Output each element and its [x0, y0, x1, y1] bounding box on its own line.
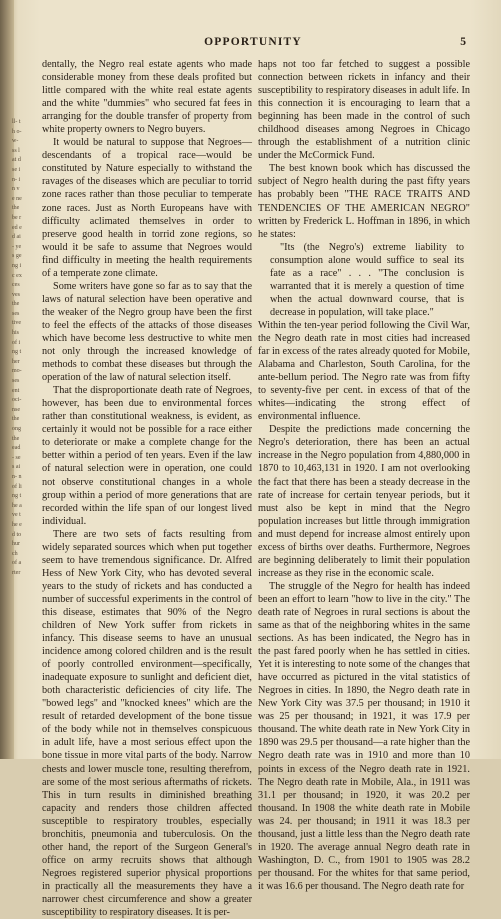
- paragraph: There are two sets of facts resulting from widely separated sources which when put together seem to have tremendous significance. Dr. Alfred Hess of New York City, who has devoted several years to the study of rickets and has conducted a number of successful experiments in the control of this disease, estimates that 90% of the Negro children of New York suffer from rickets in infancy. This disease seems to have an unusual incidence among colored children and is the result of poorly controlled environment—specifically, inadequate exposure to sunlight and deficient diet, both characteristic deficiencies of city life. The "bowed legs" and "knocked knees" which are the result of retarded development of the bone tissue of the body while not in themselves conspicuous in adult life, have a most serious effect upon the bone tissue in more vital parts of the body. Narrow chests and lower muscle tone, resulting therefrom, are some of the most serious aftermaths of rickets. This in turn results in diminished breathing capacity and renders those children affected susceptible to respiratory troubles, especially bronchitis, pneumonia and tuberculosis. On the other hand, the report of the Surgeon General's office on army recruits shows that although Negroes registered superior physical proportions in practically all the measurements they have a narrower chest circumference and show a greater susceptibility to respiratory diseases. It is per-: [42, 528, 252, 919]
- right-column: [258, 58, 470, 892]
- paragraph: haps not too far fetched to suggest a possible connection between rickets in infancy and their susceptibility to respiratory diseases in adult life. In this connection it is encouraging to learn that a beginning has been made in the control of such childhood diseases among Negroes in Chicago through the establishment of a nutrition clinic under the McCormick Fund.: [258, 59, 470, 162]
- facing-page-margin: ll- th o- w- ss lat d se in- in ve ne the be red ed ai- yes ge ng ic ex ces ves the ses tive his of ing ther mo- ses ent oci- nse the ong the ead- ses ain- n of ling the ave the ed to hurch of arter: [12, 119, 22, 576]
- block-quote: "Its (the Negro's) extreme liability to consumption alone would suffice to seal its fate as a race" . . . "The conclusion is warranted that it is merely a question of time when the actual downward course, that is decrease in population, will take place.": [270, 241, 464, 318]
- paragraph: That the disproportionate death rate of Negroes, however, has been due to environmental forces rather than constitutional weakness, is evident, as certainly it would not be possible for a race either to deteriorate or make a complete change for the better within a period of ten years. Even if the law of natural selection were in operation, one could not observe constitutional changes in a whole group within a period of more generations that are recorded within the life span of our longest lived individual.: [42, 385, 252, 527]
- paragraph: The best known book which has discussed the subject of Negro health during the past fifty years has probably been "THE RACE TRAITS AND TENDENCIES OF THE AMERICAN NEGRO" written by Frederick L. Hoffman in 1896, in which he states:: [258, 163, 470, 240]
- paragraph: dentally, the Negro real estate agents who made considerable money from these deals profited but little compared with the white real estate agents and the white "dummies" who secured fat fees in arranging for the double transfer of property from white property owners to Negro buyers.: [42, 59, 252, 136]
- paragraph: Despite the predictions made concerning the Negro's deterioration, there has been an actual increase in the Negro population from 4,880,000 in 1870 to 10,463,131 in 1920. I am not overlooking the fact that there has been a steady decrease in the rate of increase for certain tenyear periods, but it must also be kept in mind that the Negro population increases but little through immigration and must depend for increase almost entirely upon excess of births over deaths. Furthermore, Negroes are beginning deliberately to limit their population increase as they rise in the economic scale.: [258, 424, 470, 579]
- page-number: 5: [460, 36, 466, 48]
- left-column: [42, 58, 252, 919]
- running-title: OPPORTUNITY: [204, 36, 302, 48]
- paragraph: Some writers have gone so far as to say that the laws of natural selection have been operative and the weaker of the Negro group have been the first to feel the effects of the attacks of those diseases which have become less destructive to white men not only through the increased knowledge of methods to combat these diseases but through the operation of the law of natural selection itself.: [42, 280, 252, 384]
- page-header: [40, 36, 466, 52]
- paragraph: It would be natural to suppose that Negroes—descendants of a tropical race—would be constituted by Nature especially to withstand the ravages of the diseases which are peculiar to torrid zone races rather than those peculiar to temperate zone races. Just as North Europeans have with difficulty aclimated themselves in order to preserve good health in torrid zone regions, so would it be safe to assume that Negroes would find difficulty in meeting the health requirements of a temperate zone climate.: [42, 137, 252, 279]
- paragraph: Within the ten-year period following the Civil War, the Negro death rate in most cities had increased far in excess of the rates already quoted for Mobile, Alabama and Charleston, South Carolina, for the ante-bellum period. The Negro rate was from fifty to seventy-five per cent. in excess of that of the whites—indicating the strong effect of environmental influence.: [258, 319, 470, 423]
- paragraph: The struggle of the Negro for health has indeed been an effort to learn "how to live in the city." The death rate of Negroes in rural sections is about the same as that of the neighboring whites in the same sections. As has been indicated, the Negro has in the past fared poorly when he has settled in cities. Yet it is interesting to note some of the changes that have occurred as pictured in the vital statistics of Negroes in cities. In 1890, the Negro death rate in New York City was 37.5 per thousand; in 1910 it was 25 per thousand; in 1921, it was 17.9 per thousand. The white death rate in New York City in 1890 was 29.5 per thousand—a rate higher than the Negro death rate was in 1910 and more than 10 points in excess of the Negro death rate in 1921. The Negro death rate in Mobile, Ala., in 1911 was 31.1 per thousand; in 1920, it was 20.2 per thousand. In 1908 the white death rate in Mobile was 24. per thousand; in 1911 it was 18.3 per thousand, just a little less than the Negro death rate in 1920. The average annual Negro death rate in Washington, D. C., from 1901 to 1905 was 28.2 per thousand. For the whites for that same period, it was 16.6 per thousand. The Negro death rate for: [258, 580, 470, 892]
